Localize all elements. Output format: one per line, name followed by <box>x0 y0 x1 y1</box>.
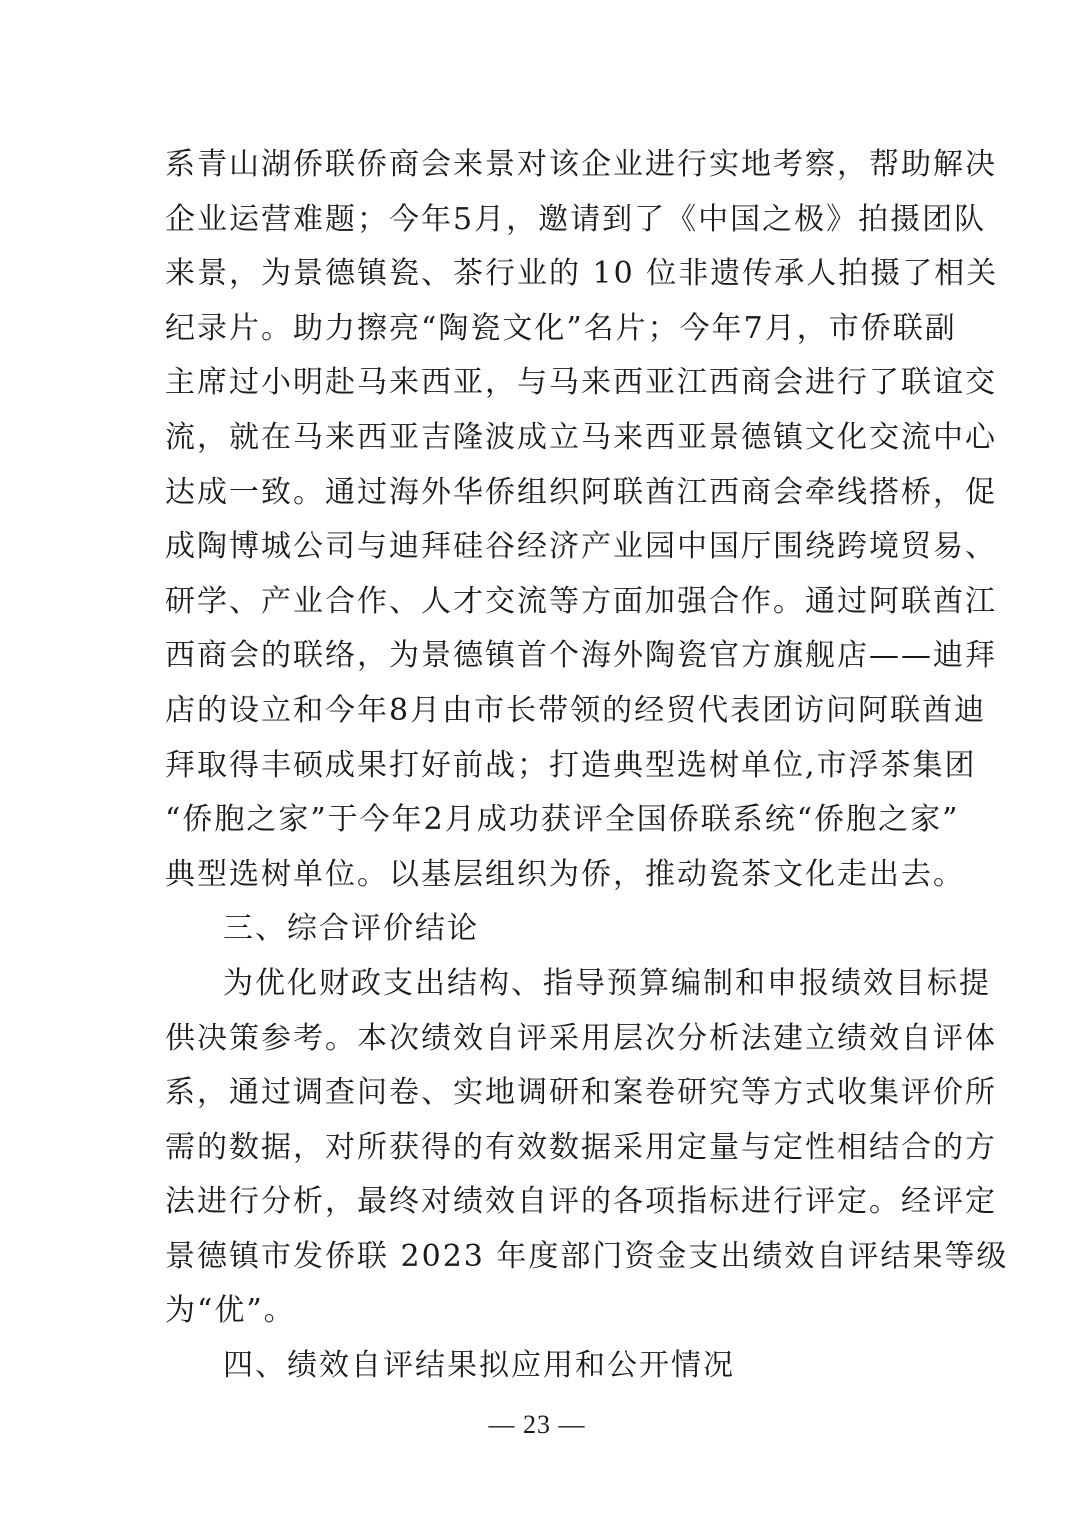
body-text <box>165 138 1009 1394</box>
page-number: — 23 — <box>488 1410 586 1439</box>
section-heading-3: 三、综合评价结论 <box>223 911 479 947</box>
paragraph-line: 达成一致。通过海外华侨组织阿联酋江西商会牵线搭桥，促 <box>165 474 997 510</box>
paragraph-line: 来景，为景德镇瓷、茶行业的 10 位非遗传承人拍摄了相关 <box>165 256 999 292</box>
paragraph-line: 研学、产业合作、人才交流等方面加强合作。通过阿联酋江 <box>165 583 997 619</box>
paragraph-line: 供决策参考。本次绩效自评采用层次分析法建立绩效自评体 <box>165 1020 997 1056</box>
paragraph-line: 法进行分析，最终对绩效自评的各项指标进行评定。经评定 <box>165 1184 997 1220</box>
paragraph-line: 店的设立和今年8月由市长带领的经贸代表团访问阿联酋迪 <box>165 692 987 728</box>
paragraph-line: 成陶博城公司与迪拜硅谷经济产业园中国厅围绕跨境贸易、 <box>165 529 997 565</box>
paragraph-line: 需的数据，对所获得的有效数据采用定量与定性相结合的方 <box>165 1129 997 1165</box>
paragraph-line: 纪录片。助力擦亮“陶瓷文化”名片；今年7月，市侨联副 <box>165 310 957 346</box>
section-heading-4: 四、绩效自评结果拟应用和公开情况 <box>223 1348 735 1384</box>
paragraph-line: 拜取得丰硕成果打好前战；打造典型选树单位,市浮茶集团 <box>165 747 977 783</box>
paragraph-line: 典型选树单位。以基层组织为侨，推动瓷茶文化走出去。 <box>165 856 965 892</box>
paragraph-line: 西商会的联络，为景德镇首个海外陶瓷官方旗舰店——迪拜 <box>165 638 997 674</box>
paragraph-line: 为“优”。 <box>165 1293 296 1329</box>
paragraph-line: 系青山湖侨联侨商会来景对该企业进行实地考察，帮助解决 <box>165 147 997 182</box>
paragraph-line: 企业运营难题；今年5月，邀请到了《中国之极》拍摄团队 <box>165 201 987 237</box>
paragraph-line: “侨胞之家”于今年2月成功获评全国侨联系统“侨胞之家” <box>165 802 960 838</box>
paragraph-line: 为优化财政支出结构、指导预算编制和申报绩效目标提 <box>223 965 991 1001</box>
paragraph-line: 景德镇市发侨联 2023 年度部门资金支出绩效自评结果等级 <box>165 1238 1009 1274</box>
paragraph-line: 流，就在马来西亚吉隆波成立马来西亚景德镇文化交流中心 <box>165 419 997 455</box>
paragraph-line: 主席过小明赴马来西亚，与马来西亚江西商会进行了联谊交 <box>165 365 997 401</box>
paragraph-line: 系，通过调查问卷、实地调研和案卷研究等方式收集评价所 <box>165 1075 997 1111</box>
